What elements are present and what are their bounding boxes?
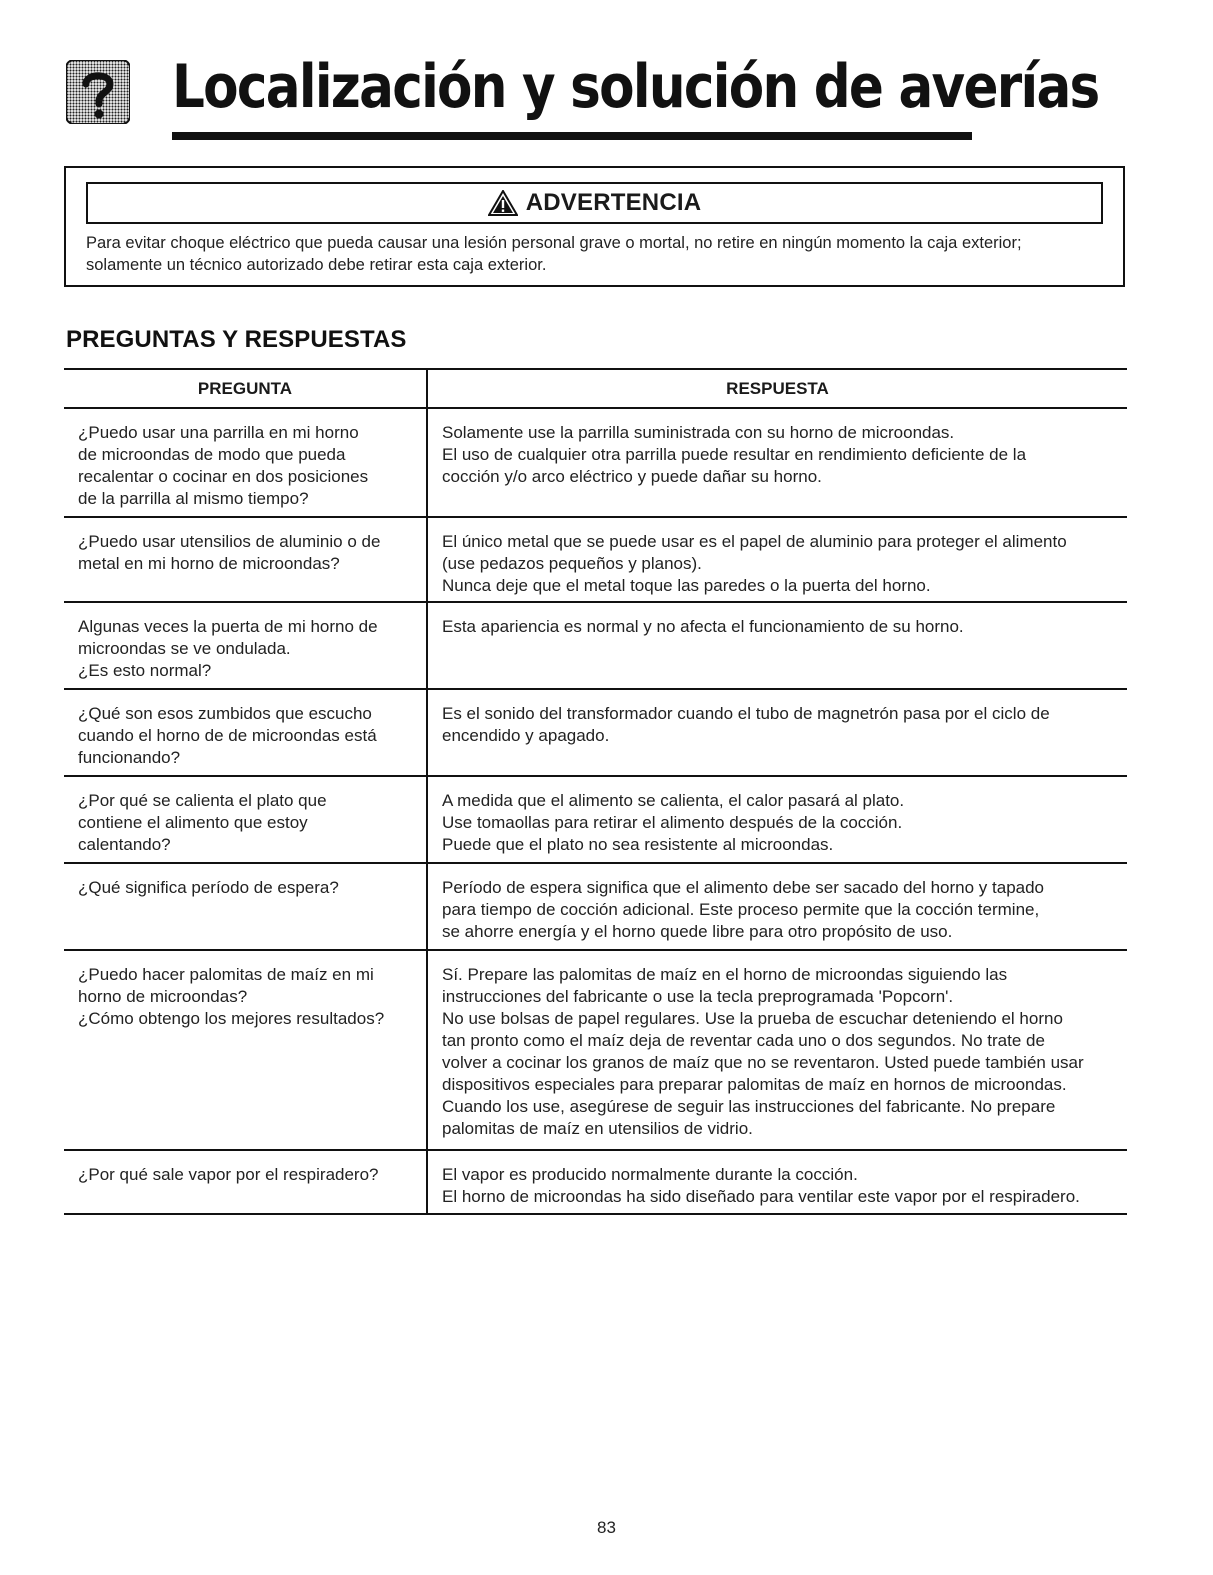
table-row <box>64 863 1127 950</box>
answer-line: El único metal que se puede usar es el papel de aluminio para proteger el alimento <box>442 532 1067 551</box>
question-line: cuando el horno de de microondas está <box>78 726 377 745</box>
answer-line: Sí. Prepare las palomitas de maíz en el horno de microondas siguiendo las <box>442 965 1008 984</box>
question-line: recalentar o cocinar en dos posiciones <box>78 467 369 486</box>
question-line: horno de microondas? <box>78 987 248 1006</box>
question-line: ¿Qué son esos zumbidos que escucho <box>78 704 372 723</box>
warning-box <box>64 166 1125 287</box>
answer-line: El horno de microondas ha sido diseñado para ventilar este vapor por el respiradero. <box>442 1187 1080 1206</box>
column-header-answer: RESPUESTA <box>427 369 1127 408</box>
question-cell <box>64 950 427 1150</box>
warning-text <box>86 232 1116 276</box>
question-cell <box>64 408 427 517</box>
answer-line: instrucciones del fabricante o use la tecla preprogramada 'Popcorn'. <box>442 987 954 1006</box>
answer-line: Cuando los use, asegúrese de seguir las instrucciones del fabricante. No prepare <box>442 1097 1056 1116</box>
answer-line: se ahorre energía y el horno quede libre para otro propósito de uso. <box>442 922 953 941</box>
question-line: ¿Cómo obtengo los mejores resultados? <box>78 1009 385 1028</box>
warning-line: solamente un técnico autorizado debe retirar esta caja exterior. <box>86 256 547 274</box>
table-body <box>64 408 1127 1214</box>
table-row <box>64 602 1127 689</box>
question-line: ¿Puedo hacer palomitas de maíz en mi <box>78 965 374 984</box>
table-row <box>64 776 1127 863</box>
question-cell <box>64 517 427 602</box>
question-cell <box>64 1150 427 1214</box>
answer-line: Nunca deje que el metal toque las paredes o la puerta del horno. <box>442 576 931 595</box>
column-header-question: PREGUNTA <box>64 369 427 408</box>
warning-triangle-icon <box>488 190 518 216</box>
table-row <box>64 950 1127 1150</box>
answer-cell <box>427 408 1127 517</box>
question-mark-icon <box>66 60 130 124</box>
question-cell <box>64 602 427 689</box>
question-line: calentando? <box>78 835 171 854</box>
answer-line: (use pedazos pequeños y planos). <box>442 554 702 573</box>
qa-table <box>64 368 1127 1215</box>
page-header <box>66 52 1099 144</box>
warning-line: Para evitar choque eléctrico que pueda causar una lesión personal grave o mortal, no retire en ningún momento la caja exterior; <box>86 234 1022 252</box>
answer-line: Use tomaollas para retirar el alimento después de la cocción. <box>442 813 903 832</box>
table-row <box>64 517 1127 602</box>
answer-line: El uso de cualquier otra parrilla puede resultar en rendimiento deficiente de la <box>442 445 1027 464</box>
answer-line: Solamente use la parrilla suministrada con su horno de microondas. <box>442 423 955 442</box>
question-line: ¿Es esto normal? <box>78 661 212 680</box>
title-underline <box>172 132 972 140</box>
answer-line: A medida que el alimento se calienta, el calor pasará al plato. <box>442 791 905 810</box>
answer-line: palomitas de maíz en utensilios de vidrio. <box>442 1119 753 1138</box>
answer-cell <box>427 689 1127 776</box>
answer-line: cocción y/o arco eléctrico y puede dañar su horno. <box>442 467 822 486</box>
answer-line: para tiempo de cocción adicional. Este proceso permite que la cocción termine, <box>442 900 1040 919</box>
answer-line: encendido y apagado. <box>442 726 610 745</box>
question-line: funcionando? <box>78 748 181 767</box>
question-line: microondas se ve ondulada. <box>78 639 291 658</box>
answer-line: Período de espera significa que el alimento debe ser sacado del horno y tapado <box>442 878 1045 897</box>
answer-line: dispositivos especiales para preparar palomitas de maíz en hornos de microondas. <box>442 1075 1067 1094</box>
table-header-row <box>64 369 1127 408</box>
answer-line: No use bolsas de papel regulares. Use la prueba de escuchar deteniendo el horno <box>442 1009 1063 1028</box>
question-line: ¿Puedo usar una parrilla en mi horno <box>78 423 359 442</box>
answer-cell <box>427 517 1127 602</box>
warning-title: ADVERTENCIA <box>525 189 702 216</box>
question-line: metal en mi horno de microondas? <box>78 554 340 573</box>
answer-line: El vapor es producido normalmente durante la cocción. <box>442 1165 858 1184</box>
table-row <box>64 408 1127 517</box>
section-title: PREGUNTAS Y RESPUESTAS <box>66 326 407 353</box>
question-line: ¿Por qué sale vapor por el respiradero? <box>78 1165 379 1184</box>
answer-line: tan pronto como el maíz deja de reventar cada uno o dos segundos. No trate de <box>442 1031 1045 1050</box>
answer-cell <box>427 950 1127 1150</box>
question-line: Algunas veces la puerta de mi horno de <box>78 617 378 636</box>
question-line: ¿Por qué se calienta el plato que <box>78 791 327 810</box>
question-cell <box>64 776 427 863</box>
answer-cell <box>427 863 1127 950</box>
question-line: de microondas de modo que pueda <box>78 445 346 464</box>
page-number: 83 <box>597 1518 616 1537</box>
page-title: Localización y solución de averías <box>172 52 1099 122</box>
answer-line: Esta apariencia es normal y no afecta el funcionamiento de su horno. <box>442 617 964 636</box>
answer-cell <box>427 776 1127 863</box>
answer-line: Es el sonido del transformador cuando el tubo de magnetrón pasa por el ciclo de <box>442 704 1050 723</box>
table-row <box>64 689 1127 776</box>
table-row <box>64 1150 1127 1214</box>
question-cell <box>64 689 427 776</box>
question-line: ¿Puedo usar utensilios de aluminio o de <box>78 532 381 551</box>
question-line: contiene el alimento que estoy <box>78 813 308 832</box>
answer-line: Puede que el plato no sea resistente al microondas. <box>442 835 834 854</box>
answer-line: volver a cocinar los granos de maíz que no se reventaron. Usted puede también usar <box>442 1053 1084 1072</box>
question-line: de la parrilla al mismo tiempo? <box>78 489 309 508</box>
answer-cell <box>427 602 1127 689</box>
question-cell <box>64 863 427 950</box>
warning-heading <box>86 182 1103 224</box>
question-line: ¿Qué significa período de espera? <box>78 878 339 897</box>
answer-cell <box>427 1150 1127 1214</box>
